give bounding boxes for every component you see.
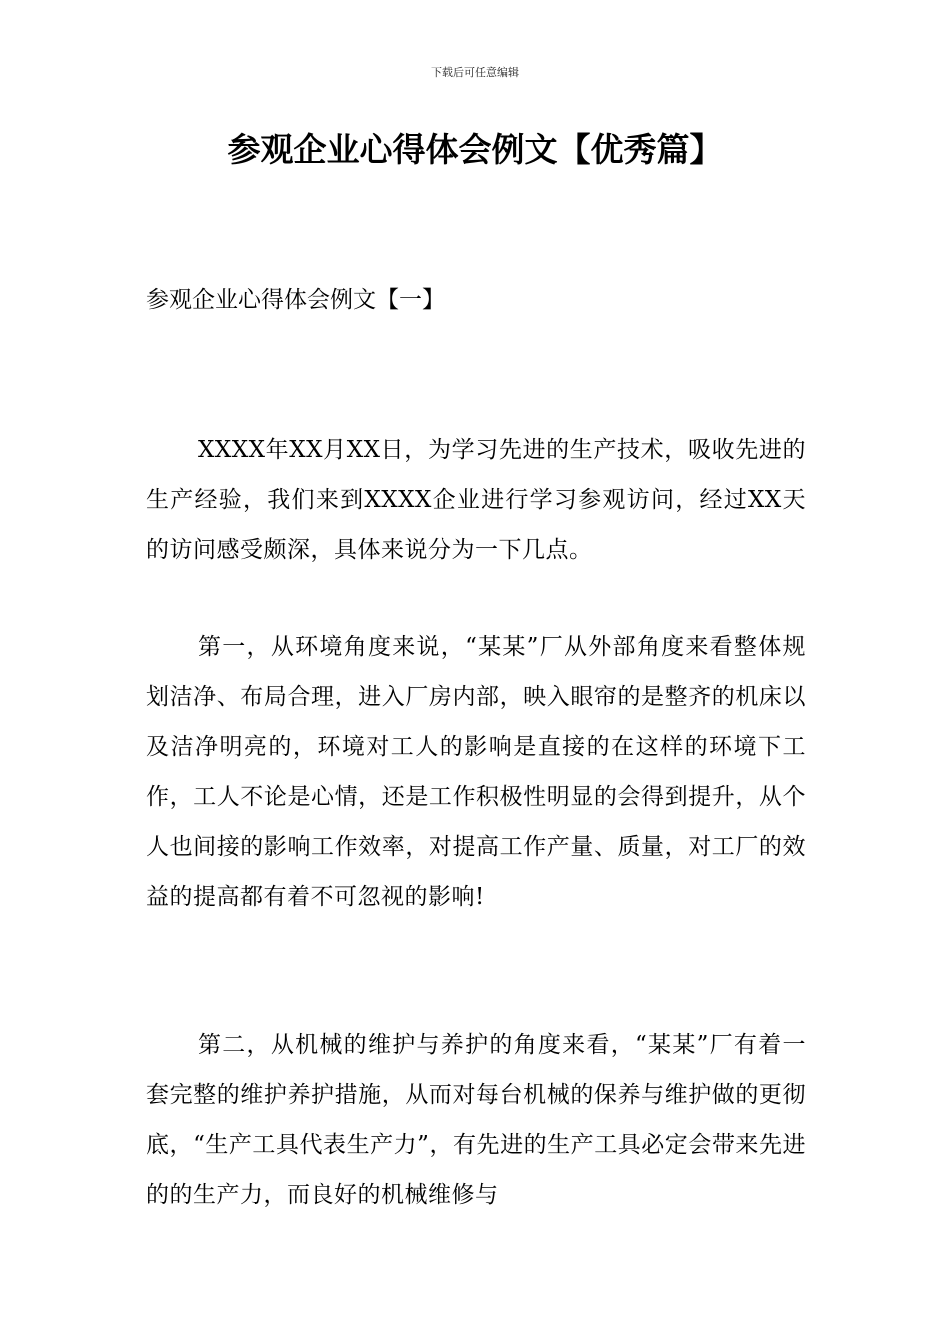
body-paragraph-first-point: 第一，从环境角度来说，“某某”厂从外部角度来看整体规划洁净、布局合理，进入厂房内部，映入眼帘的是整齐的机床以及洁净明亮的，环境对工人的影响是直接的在这样的环境下工作，工人不论是心情，还是工作积极性明显的会得到提升，从个人也间接的影响工作效率，对提高工作产量、质量，对工厂的效益的提高都有着不可忽视的影响!	[146, 634, 806, 910]
body-paragraph-intro: XXXX年XX月XX日，为学习先进的生产技术，吸收先进的生产经验，我们来到XXXX企业进行学习参观访问，经过XX天的访问感受颇深，具体来说分为一下几点。	[146, 437, 806, 563]
document-title: 参观企业心得体会例文【优秀篇】	[227, 130, 723, 169]
header-note: 下载后可任意编辑	[431, 66, 519, 79]
body-paragraph-second-point: 第二，从机械的维护与养护的角度来看，“某某”厂有着一套完整的维护养护措施，从而对每台机械的保养与维护做的更彻底，“生产工具代表生产力”，有先进的生产工具必定会带来先进的的生产力，而良好的机械维修与	[146, 1032, 806, 1208]
section-heading: 参观企业心得体会例文【一】	[146, 287, 445, 313]
